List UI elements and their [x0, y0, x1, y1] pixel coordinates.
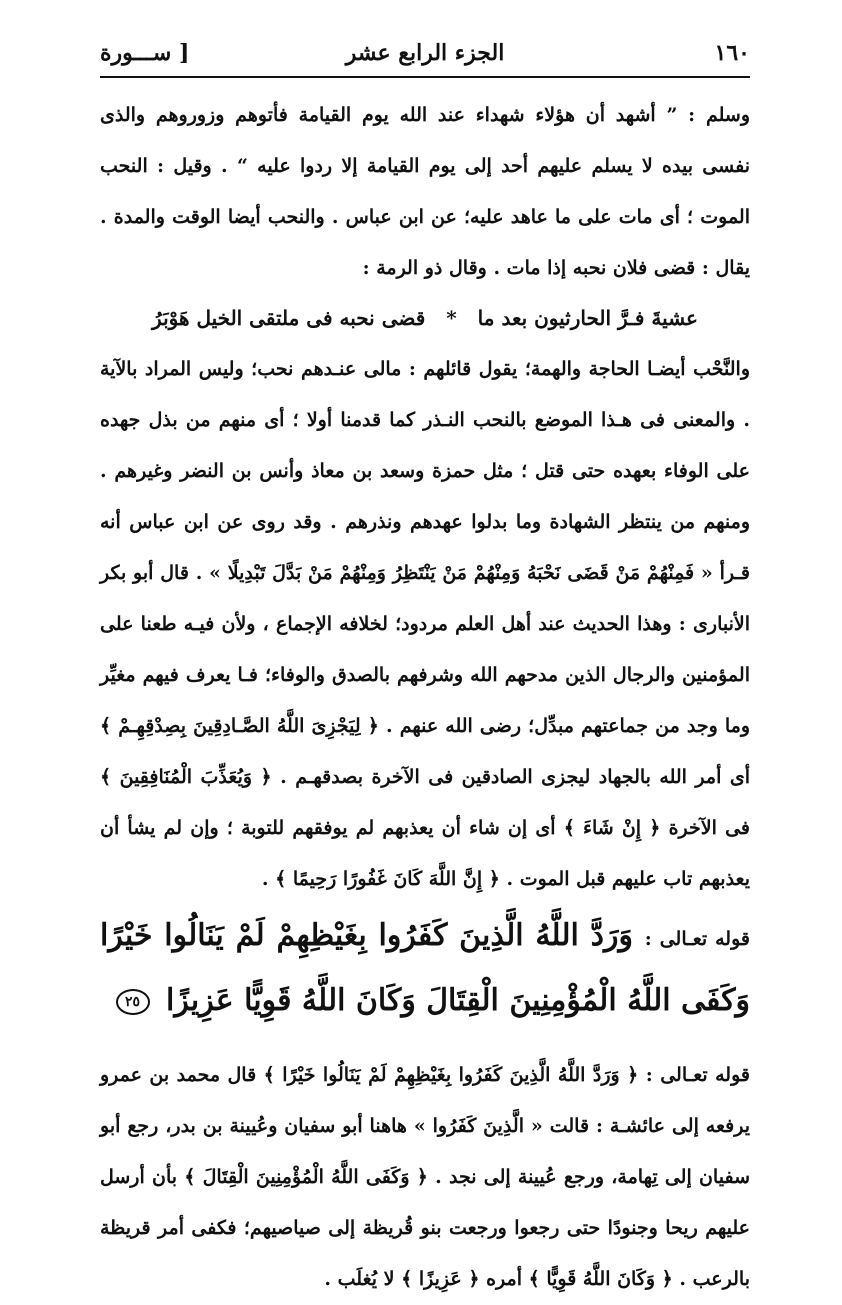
- verse-text: وَرَدَّ اللَّهُ الَّذِينَ كَفَرُوا بِغَيْظِهِمْ لَمْ يَنَالُوا خَيْرًا وَكَفَى اللَّهُ الْمُؤْمِنِينَ الْقِتَالَ وَكَانَ اللَّهُ قَوِيًّا عَزِيزًا: [100, 918, 750, 1018]
- paragraph-1: وسلم : ” أشهد أن هؤلاء شهداء عند الله يوم القيامة فأتوهم وزوروهم والذى نفسى بيده لا يسلم عليهم أحد إلى يوم القيامة إلا ردوا عليه “ . وقيل : النحب الموت ؛ أى مات على ما عاهد عليه؛ عن ابن عباس . والنحب أيضا الوقت والمدة . يقال : قضى فلان نحبه إذا مات . وقال ذو الرمة :: [100, 104, 750, 279]
- poem-line: [100, 296, 750, 340]
- poem-hemistich-right: عشيةَ فـرَّ الحارثيون بعد ما: [477, 306, 698, 330]
- header-rule: [100, 76, 750, 78]
- paragraph-2: والنَّحْب أيضـا الحاجة والهمة؛ يقول قائلهم : مالى عنـدهم نحب؛ وليس المراد بالآية . والمعنى فى هـذا الموضع بالنحب النـذر كما قدمنا أولا ؛ أى منهم من بذل جهده على الوفاء بعهده حتى قتل ؛ مثل حمزة وسعد بن معاذ وأنس بن النضر وغيرهم . ومنهم من ينتظر الشهادة وما بدلوا عهدهم ونذرهم . وقد روى عن ابن عباس أنه قـرأ « فَمِنْهُمْ مَنْ قَضَى نَحْبَهُ وَمِنْهُمْ مَنْ يَنْتَظِرُ وَمِنْهُمْ مَنْ بَدَّلَ تَبْدِيلًا » . قال أبو بكر الأنبارى : وهذا الحديث عند أهل العلم مردود؛ لخلافه الإجماع ، ولأن فيـه طعنا على المؤمنين والرجال الذين مدحهم الله وشرفهم بالصدق والوفاء؛ فـا يعرف فيهم مغيِّر وما وجد من جماعتهم مبدِّل؛ رضى الله عنهم . ﴿ لِيَجْزِىَ اللَّهُ الصَّـادِقِينَ بِصِدْقِهِـمْ ﴾ أى أمر الله بالجهاد ليجزى الصادقين فى الآخرة بصدقهـم . ﴿ وَيُعَذِّبَ الْمُنَافِقِينَ ﴾ فى الآخرة ﴿ إِنْ شَاءَ ﴾ أى إن شاء أن يعذبهم لم يوفقهم للتوبة ؛ وإن لم يشأ أن يعذبهم تاب عليهم قبل الموت . ﴿ إِنَّ اللَّهَ كَانَ غَفُورًا رَحِيمًا ﴾ .: [100, 358, 750, 890]
- ayah-number-mark: ٢٥: [116, 989, 150, 1015]
- verse-intro: قوله تعـالى :: [644, 928, 750, 950]
- quran-verse: [100, 905, 750, 1032]
- poem-separator: *: [446, 306, 457, 330]
- poem-hemistich-left: قضى نحبه فى ملتقى الخيل هَوْبَرُ: [152, 306, 426, 330]
- paragraph-3: قوله تعـالى : ﴿ وَرَدَّ اللَّهُ الَّذِينَ كَفَرُوا بِغَيْظِهِمْ لَمْ يَنَالُوا خَيْرًا ﴾ قال محمد بن عمرو يرفعه إلى عائشـة : قالت « الَّذِينَ كَفَرُوا » هاهنا أبو سفيان وعُيينة بن بدر، رجع أبو سفيان إلى تِهامة، ورجع عُيينة إلى نجد . ﴿ وَكَفَى اللَّهُ الْمُؤْمِنِينَ الْقِتَالَ ﴾ بأن أرسل عليهم ريحا وجنودًا حتى رجعوا ورجعت بنو قُريظة إلى صياصيهم؛ فكفى أمر قريظة بالرعب . ﴿ وَكَانَ اللَّهُ قَوِيًّا ﴾ أمره ﴿ عَزِيزًا ﴾ لا يُغلَب .: [100, 1064, 750, 1290]
- running-title: الجزء الرابع عشر: [345, 40, 505, 66]
- page-number: ١٦٠: [714, 40, 750, 66]
- body-text: [100, 90, 750, 1305]
- page-header: [100, 40, 750, 70]
- surah-label: [ ســـورة: [100, 40, 190, 66]
